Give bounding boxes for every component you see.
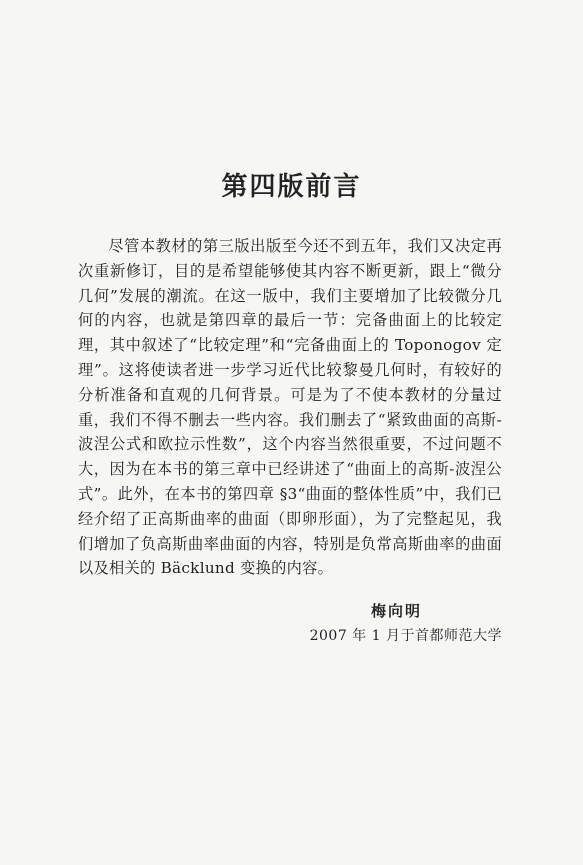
author-name: 梅向明	[370, 602, 422, 620]
date-place: 2007 年 1 月于首都师范大学	[309, 628, 502, 644]
preface-body: 尽管本教材的第三版出版至今还不到五年，我们又决定再次重新修订，目的是希望能够使其内容不断更新，跟上“微分几何”发展的潮流。在这一版中，我们主要增加了比较微分几何的内容，也就是第四章的最后一节：完备曲面上的比较定理，其中叙述了“比较定理”和“完备曲面上的 Toponogov 定理”。这将使读者进一步学习近代比较黎曼几何时，有较好的分析准备和直观的几何背景。可是为了不使本教材的分量过重，我们不得不删去一些内容。我们删去了“紧致曲面的高斯-波涅公式和欧拉示性数”，这个内容当然很重要，不过问题不大，因为在本书的第三章中已经讲述了“曲面上的高斯-波涅公式”。此外，在本书的第四章 §3“曲面的整体性质”中，我们已经介绍了正高斯曲率的曲面（即卵形面），为了完整起见，我们增加了负高斯曲率曲面的内容，特别是负常高斯曲率的曲面以及相关的 Bäcklund 变换的内容。	[78, 237, 502, 578]
page-title: 第四版前言	[221, 172, 362, 202]
